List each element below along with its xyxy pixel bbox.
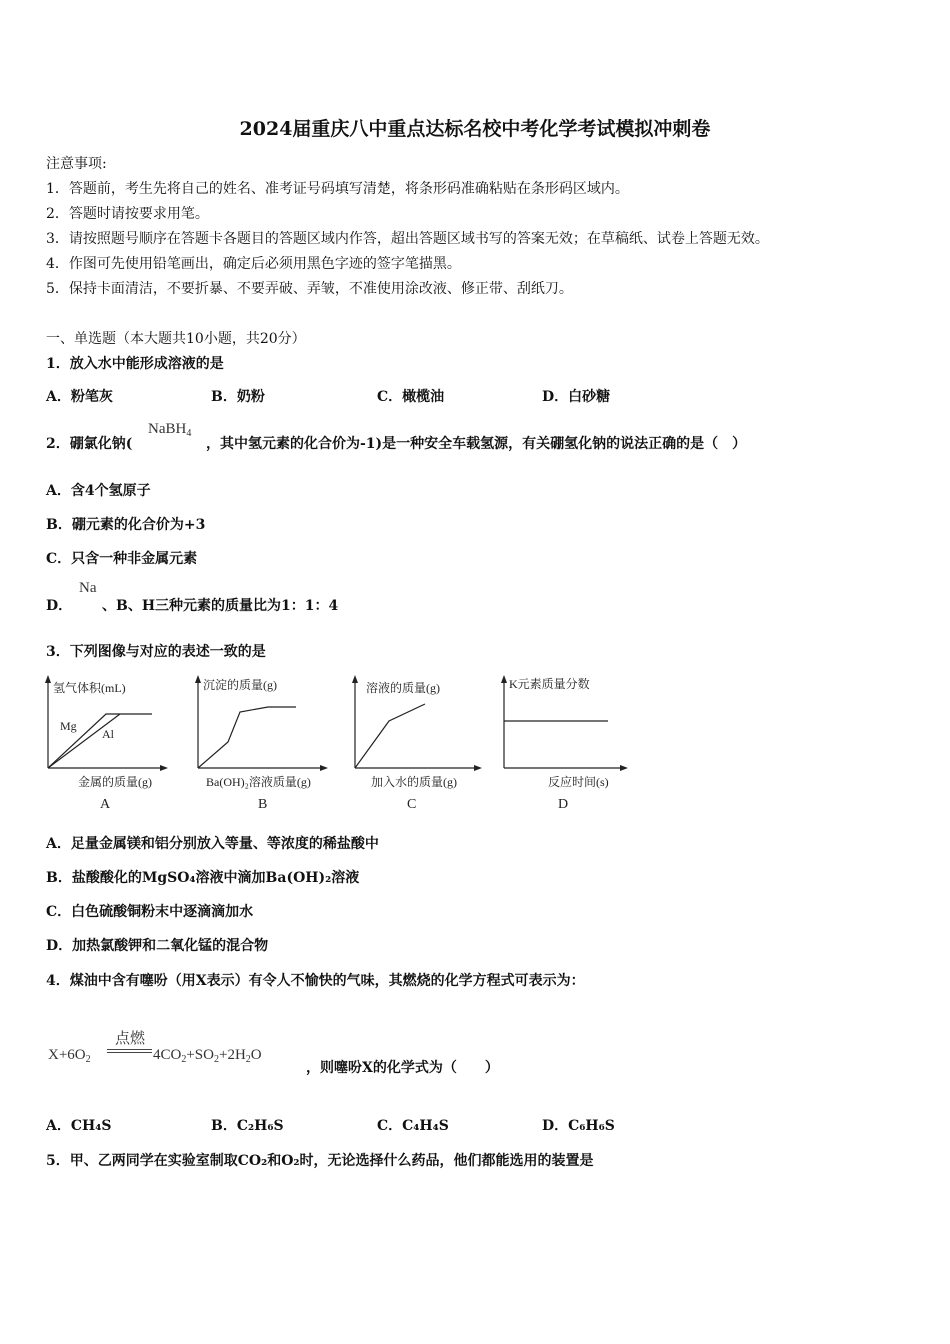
graph-a-curve-al bbox=[48, 714, 120, 768]
q3-option-c: C．白色硫酸铜粉末中逐滴滴加水 bbox=[46, 904, 254, 920]
q4-eq-r3-end: O bbox=[250, 1047, 262, 1063]
graph-d-letter: D bbox=[558, 797, 569, 812]
q3-option-b: B．盐酸酸化的MgSO₄溶液中滴加Ba(OH)₂溶液 bbox=[46, 870, 360, 886]
graph-a-letter: A bbox=[100, 797, 111, 812]
q4-option-a: A．CH₄S bbox=[46, 1118, 112, 1134]
q2-option-b: B．硼元素的化合价为+3 bbox=[46, 517, 206, 533]
q1-option-a: A．粉笔灰 bbox=[46, 389, 113, 405]
q4-eq-arrow-line bbox=[107, 1049, 152, 1050]
q4-eq-r2: +SO bbox=[186, 1047, 214, 1063]
graph-d-ylabel: K元素质量分数 bbox=[509, 677, 590, 691]
notice-item: 4．作图可先使用铅笔画出，确定后必须用黑色字迹的签字笔描黑。 bbox=[46, 256, 461, 272]
graph-b-xlabel: Ba(OH)₂溶液质量(g) bbox=[206, 775, 311, 789]
graph-a bbox=[40, 672, 170, 821]
q4-eq-left: X+6O bbox=[48, 1047, 86, 1063]
graph-d bbox=[496, 672, 636, 821]
q2-formula bbox=[148, 421, 191, 439]
graph-b-ylabel: 沉淀的质量(g) bbox=[203, 678, 277, 692]
q2-option-d-formula: Na bbox=[79, 580, 97, 596]
graph-a-series-mg: Mg bbox=[60, 719, 77, 733]
arrow-icon bbox=[320, 765, 328, 771]
q2-formula-main: NaBH bbox=[148, 421, 187, 437]
q3-option-a: A．足量金属镁和铝分别放入等量、等浓度的稀盐酸中 bbox=[46, 836, 379, 852]
arrow-icon bbox=[474, 765, 482, 771]
graph-b-letter: B bbox=[258, 797, 268, 812]
q4-eq-r1-sub: 2 bbox=[181, 1054, 187, 1065]
arrow-icon bbox=[160, 765, 168, 771]
q2-option-d-text: 、B、H三种元素的质量比为1：1：4 bbox=[102, 598, 339, 614]
q4-eq-condition: 点燃 bbox=[114, 1031, 145, 1047]
notice-item: 2．答题时请按要求用笔。 bbox=[46, 206, 209, 222]
notice-item: 1．答题前，考生先将自己的姓名、准考证号码填写清楚，将条形码准确粘贴在条形码区域内。 bbox=[46, 181, 629, 197]
q2-option-c: C．只含一种非金属元素 bbox=[46, 551, 198, 567]
graph-c-letter: C bbox=[407, 797, 417, 812]
q4-option-c: C．C₄H₄S bbox=[377, 1118, 449, 1134]
notice-item: 5．保持卡面清洁，不要折暴、不要弄破、弄皱，不准使用涂改液、修正带、刮纸刀。 bbox=[46, 281, 573, 297]
arrow-icon bbox=[352, 675, 358, 683]
q4-equation-right bbox=[153, 1047, 262, 1065]
q4-eq-left-sub: 2 bbox=[85, 1054, 91, 1065]
q4-eq-r3-sub: 2 bbox=[245, 1054, 251, 1065]
q2-suffix: ，其中氢元素的化合价为-1)是一种安全车载氢源，有关硼氢化钠的说法正确的是（ ） bbox=[206, 436, 747, 452]
graph-a-xlabel: 金属的质量(g) bbox=[78, 775, 152, 789]
graph-c bbox=[347, 672, 487, 821]
arrow-icon bbox=[195, 675, 201, 683]
q4-eq-r2-sub: 2 bbox=[213, 1054, 219, 1065]
notice-item: 3．请按照题号顺序在答题卡各题目的答题区域内作答，超出答题区域书写的答案无效；在草稿纸、试卷上答题无效。 bbox=[46, 231, 769, 247]
q2-formula-sub: 4 bbox=[186, 428, 192, 439]
q4-eq-r3: +2H bbox=[218, 1047, 246, 1063]
q4-option-d: D．C₆H₆S bbox=[542, 1118, 615, 1134]
graph-a-ylabel: 氢气体积(mL) bbox=[53, 681, 126, 695]
section-heading: 一、单选题（本大题共10小题，共20分） bbox=[46, 331, 306, 347]
arrow-icon bbox=[45, 675, 51, 683]
question-1-stem: 1．放入水中能形成溶液的是 bbox=[46, 356, 224, 372]
q4-eq-r1: 4CO bbox=[153, 1047, 182, 1063]
question-2-stem bbox=[46, 433, 132, 453]
q1-option-b: B．奶粉 bbox=[211, 389, 265, 405]
graph-b-curve bbox=[198, 707, 296, 768]
q1-option-c: C．橄榄油 bbox=[377, 389, 445, 405]
question-4-stem: 4．煤油中含有噻吩（用X表示）有令人不愉快的气味，其燃烧的化学方程式可表示为： bbox=[46, 973, 585, 989]
graph-c-ylabel: 溶液的质量(g) bbox=[366, 681, 440, 695]
q4-option-b: B．C₂H₆S bbox=[211, 1118, 284, 1134]
q2-option-a: A．含4个氢原子 bbox=[46, 483, 151, 499]
question-5-stem: 5．甲、乙两同学在实验室制取CO₂和O₂时，无论选择什么药品，他们都能选用的装置是 bbox=[46, 1153, 594, 1169]
page-title: 2024届重庆八中重点达标名校中考化学考试模拟冲刺卷 bbox=[239, 118, 711, 140]
graph-c-curve bbox=[355, 704, 425, 768]
arrow-icon bbox=[620, 765, 628, 771]
q4-eq-after: ，则噻吩X的化学式为（ ） bbox=[306, 1060, 499, 1076]
q1-option-d: D．白砂糖 bbox=[542, 389, 611, 405]
q4-equation-left bbox=[48, 1047, 91, 1065]
q3-option-d: D．加热氯酸钾和二氧化锰的混合物 bbox=[46, 938, 269, 954]
q4-eq-arrow-line bbox=[107, 1052, 152, 1053]
arrow-icon bbox=[501, 675, 507, 683]
graph-b bbox=[190, 672, 335, 821]
graph-d-xlabel: 反应时间(s) bbox=[548, 775, 609, 789]
graph-a-series-al: Al bbox=[102, 727, 114, 741]
question-3-stem: 3．下列图像与对应的表述一致的是 bbox=[46, 644, 266, 660]
notice-heading: 注意事项: bbox=[46, 156, 107, 172]
q2-option-d-label: D． bbox=[46, 598, 73, 614]
graph-c-xlabel: 加入水的质量(g) bbox=[371, 775, 457, 789]
q2-prefix: 2．硼氯化钠( bbox=[46, 436, 133, 452]
